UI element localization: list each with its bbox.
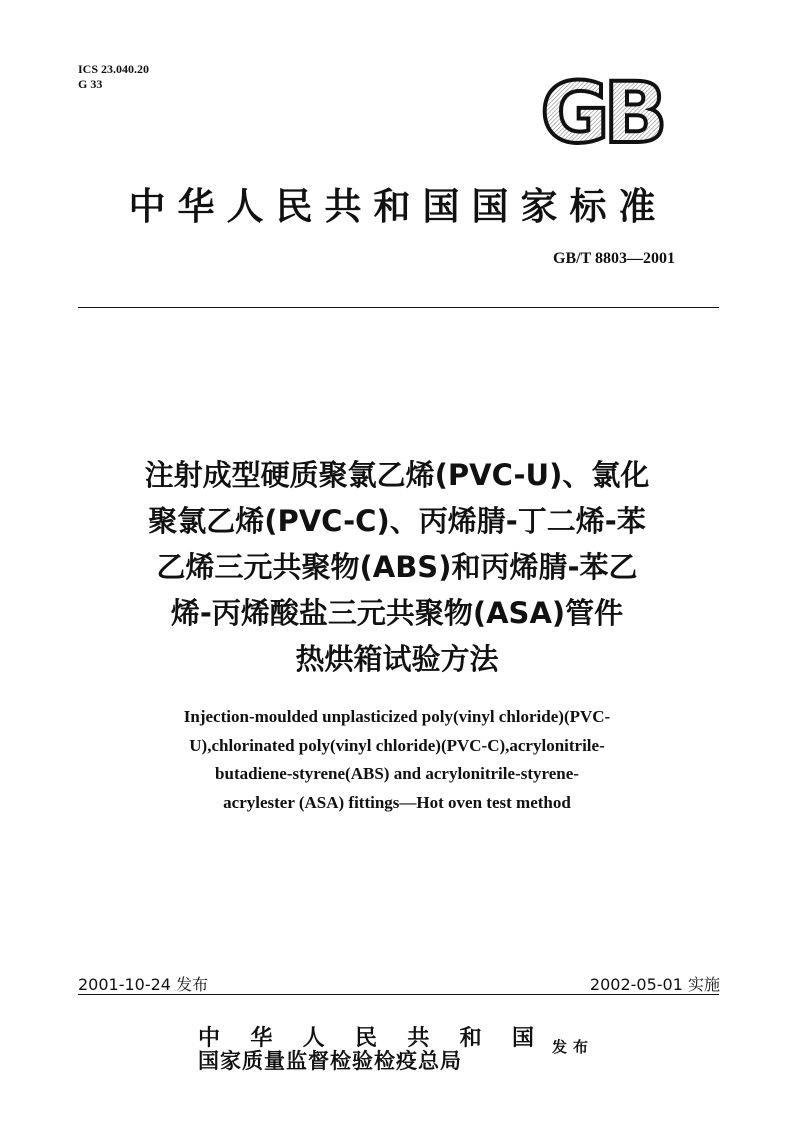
- publisher-char: 共: [407, 1025, 430, 1051]
- issue-date: 2001-10-24 发布: [78, 975, 209, 994]
- publisher-char: 人: [302, 1025, 325, 1051]
- title-cn-line: 乙烯三元共聚物(ABS)和丙烯腈-苯乙: [156, 550, 638, 584]
- classification-codes: [78, 62, 149, 92]
- standard-org-title: 中华人民共和国国家标准: [128, 185, 668, 228]
- title-en-line: butadiene-styrene(ABS) and acrylonitrile-styrene-: [215, 764, 579, 783]
- title-english: [80, 703, 714, 817]
- title-cn-line: 聚氯乙烯(PVC-C)、丙烯腈-丁二烯-苯: [148, 504, 646, 538]
- title-en-line: acrylester (ASA) fittings—Hot oven test method: [223, 792, 571, 812]
- publisher-char: 国: [511, 1025, 534, 1051]
- publisher-char: 民: [354, 1025, 377, 1051]
- footer-divider: [78, 994, 719, 995]
- publisher-char: 华: [250, 1025, 273, 1051]
- publish-label: 发布: [552, 1038, 595, 1056]
- title-cn-line: 烯-丙烯酸盐三元共聚物(ASA)管件: [170, 596, 624, 630]
- title-chinese: [60, 452, 734, 682]
- gb-logo: [530, 76, 672, 150]
- publisher-line-2: 国家质量监督检验检疫总局: [198, 1048, 462, 1073]
- implementation-date: 2002-05-01 实施: [589, 975, 720, 994]
- header-divider: [78, 307, 719, 308]
- ccs-code: G 33: [78, 77, 103, 91]
- title-cn-line: 注射成型硬质聚氯乙烯(PVC-U)、氯化: [144, 458, 650, 492]
- title-en-line: U),chlorinated poly(vinyl chloride)(PVC-C),acrylonitrile-: [189, 735, 605, 755]
- title-en-line: Injection-moulded unplasticized poly(vinyl chloride)(PVC-: [183, 707, 611, 726]
- publisher-char: 和: [459, 1025, 482, 1051]
- title-cn-line: 热烘箱试验方法: [295, 642, 499, 676]
- ics-code: ICS 23.040.20: [78, 62, 150, 76]
- gb-logo-text: GB: [540, 76, 662, 150]
- publisher-char: 中: [198, 1025, 221, 1051]
- standard-number: GB/T 8803—2001: [553, 250, 675, 267]
